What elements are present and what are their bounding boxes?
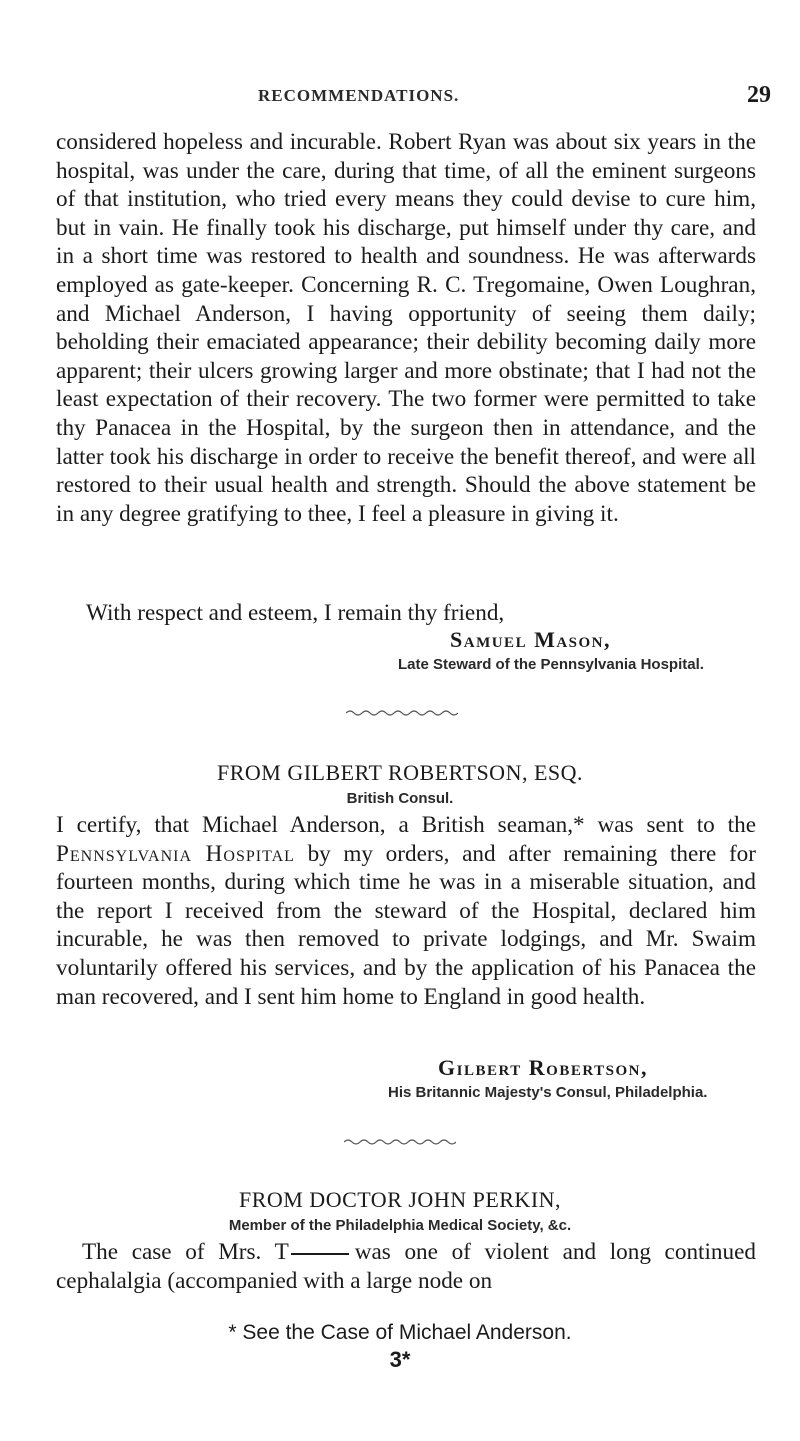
running-title: RECOMMENDATIONS. bbox=[258, 86, 460, 105]
mason-signature-title: Late Steward of the Pennsylvania Hospital. bbox=[398, 656, 704, 673]
perkin-letter-body: The case of Mrs. T was one of violent and long continued cephalalgia (accompanied with a large node on bbox=[56, 1239, 756, 1294]
page-number: 29 bbox=[747, 82, 771, 108]
ornamental-divider bbox=[344, 1138, 456, 1146]
mason-letter-closing: With respect and esteem, I remain thy friend, bbox=[86, 600, 505, 626]
robertson-signature-title: His Britannic Majesty's Consul, Philadelphia. bbox=[388, 1084, 708, 1101]
footnote: * See the Case of Michael Anderson. bbox=[228, 1321, 572, 1344]
mason-signature: Samuel Mason, bbox=[450, 627, 612, 652]
signature-mark: 3* bbox=[389, 1347, 411, 1372]
robertson-subheading: British Consul. bbox=[346, 790, 454, 807]
hospital-name: Pennsylvania Hospital bbox=[56, 840, 295, 867]
running-head bbox=[0, 82, 800, 110]
name-dash bbox=[291, 1253, 349, 1255]
robertson-heading: FROM GILBERT ROBERTSON, ESQ. bbox=[216, 760, 584, 785]
mason-letter-body bbox=[56, 128, 756, 528]
mason-letter-text: considered hopeless and incurable. Robert Ryan was about six years in the hospital, was under the care, during that time, of all the eminent surgeons of that institution, who tried every means they could devise to cure him, but in vain. He finally took his discharge, put himself under thy care, and in a short time was restored to health and soundness. He was afterwards employed as gate-keeper. Concerning R. C. Tregomaine, Owen Loughran, and Michael Anderson, I having opportunity of seeing them daily; beholding their emaciated appearance; their debility becoming daily more apparent; their ulcers growing larger and more obstinate; that I had not the least expectation of their recovery. The two former were permitted to take thy Panacea in the Hospital, by the surgeon then in attendance, and the latter took his discharge in order to receive the benefit thereof, and were all restored to their usual health and strength. Should the above statement be in any degree gratifying to thee, I feel a pleasure in giving it. bbox=[56, 129, 756, 527]
robertson-letter-body: I certify, that Michael Anderson, a British seaman,* was sent to the Pennsylvania Hospital by my orders, and after remaining there for fourteen months, during which time he was in a miserable situation, and the report I received from the steward of the Hospital, declared him incurable, he was then removed to private lodgings, and Mr. Swaim voluntarily offered his services, and by the application of his Panacea the man recovered, and I sent him home to England in good health. bbox=[56, 812, 756, 1010]
ornamental-divider bbox=[346, 709, 458, 717]
perkin-subheading: Member of the Philadelphia Medical Society, &c. bbox=[228, 1217, 572, 1234]
robertson-signature: Gilbert Robertson, bbox=[438, 1055, 648, 1080]
perkin-heading: FROM DOCTOR JOHN PERKIN, bbox=[238, 1187, 562, 1212]
